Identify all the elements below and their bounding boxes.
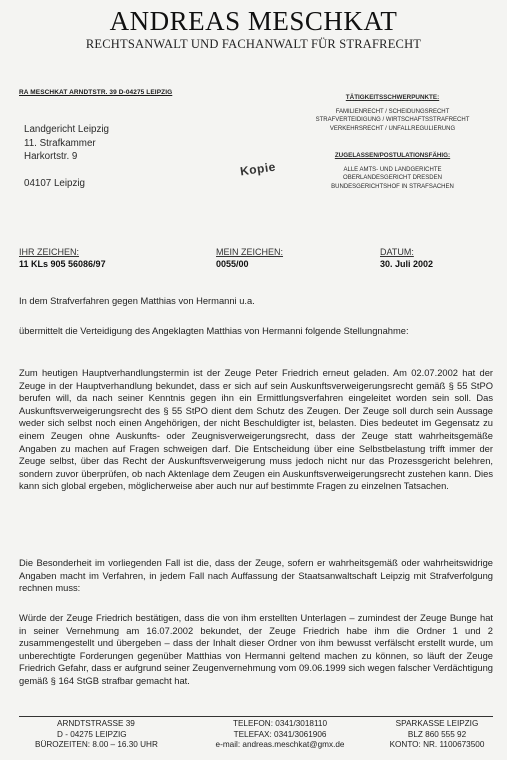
paragraph-statement: übermittelt die Verteidigung des Angeklagten Matthias von Hermanni folgende Stellungnahme: [19, 326, 409, 336]
admissions-item: OBERLANDESGERICHT DRESDEN [343, 175, 442, 181]
focus-item: VERKEHRSRECHT / UNFALLREGULIERUNG [329, 125, 456, 132]
sender-line: RA MESCHKAT ARNDTSTR. 39 D-04275 LEIPZIG [19, 89, 173, 96]
admissions-item: ALLE AMTS- UND LANDGERICHTE [343, 166, 442, 173]
footer-line: KONTO: NR. 1100673500 [389, 740, 485, 749]
recipient-address [24, 123, 109, 191]
admissions-item: BUNDESGERICHTSHOF IN STRAFSACHEN [331, 183, 454, 190]
footer-line: D - 04275 LEIPZIG [57, 729, 127, 739]
paragraph-intro: In dem Strafverfahren gegen Matthias von Hermanni u.a. [19, 296, 255, 306]
ref-mine [216, 246, 283, 270]
footer-line: TELEFAX: 0341/3061906 [233, 729, 327, 739]
ref-date-value: 30. Juli 2002 [380, 259, 434, 269]
admissions-heading: ZUGELASSEN/POSTULATIONSFÄHIG: [334, 152, 451, 159]
focus-item: FAMILIENRECHT / SCHEIDUNGSRECHT [335, 108, 450, 115]
footer-line: SPARKASSE LEIPZIG [395, 719, 479, 728]
copy-stamp: Kopie [239, 159, 277, 179]
letterhead-name: ANDREAS MESCHKAT [109, 6, 398, 36]
ref-yours [19, 246, 106, 270]
ref-yours-value: 11 KLs 905 56086/97 [19, 259, 106, 269]
footer-email[interactable]: e-mail: andreas.meschkat@gmx.de [215, 740, 345, 749]
recipient-spacer [24, 164, 109, 178]
recipient-line: 04107 Leipzig [24, 178, 86, 189]
ref-mine-value: 0055/00 [216, 259, 249, 269]
focus-areas [285, 94, 500, 133]
footer-bank [372, 719, 502, 751]
paragraph-main: Zum heutigen Hauptverhandlungstermin ist der Zeuge Peter Friedrich erneut geladen. Am 02.07.2002 hat der Zeuge in der Hauptverhandlung bekundet, dass er sich auf sein Auskunftsverweigerungsrecht gemäß § 55 StPO berufen will, da nach seiner Kenntnis gegen ihn ein Ermittlungsverfahren eingeleitet worden sein soll. Das Auskunftsverweigerungsrecht des § 55 StPO dient dem Schutz des Zeugen. Der Zeuge soll durch sein Aussage weder sich selbst noch einen Angehörigen, der nicht Beschuldigter ist, belasten. Dies bedeutet im Gegensatz zu einem Zeugen ohne Auskunfts- oder Zeugnisverweigerungsrecht, dass der Zeuge statt wahrheitsgemäße Angaben zu machen auf Fragen schweigen darf. Die Entscheidung über eine Selbstbelastung trifft immer der Zeuge selbst, über das Recht der Auskunftsverweigerung muss jedoch nicht nur das Prozessgericht belehren, sondern zuvor überprüfen, ob nach Aktenlage dem Zeugen ein Auskunftsverweigerungsrecht zustehen kann. Dies kann sich global ergeben, möglicherweise aber auch nur auf bestimmte Fragen zu einzelnen Tatsachen. [19, 368, 493, 492]
recipient-line: 11. Strafkammer [24, 137, 96, 149]
paragraph-friedrich: Würde der Zeuge Friedrich bestätigen, dass die von ihm erstellten Unterlagen – zumindest der Zeuge Bunge hat in seiner Vernehmung am 16.07.2002 bekundet, der Zeuge Friedrich habe ihm die Ordner 1 und 2 zusammengestellt und übergeben – dass der Inhalt dieser Ordner von ihm bewusst verfälscht erstellt wurde, um unberechtigte Forderungen gegenüber Matthias von Hermanni geltend machen zu können, so läuft der Zeuge Friedrich Gefahr, dass er aufgrund seiner Zeugenvernehmung vom 09.06.1999 sich wegen falscher Verdächtigung gemäß § 164 StGB strafbar gemacht hat. [19, 613, 493, 686]
footer-contact [205, 719, 355, 751]
footer-line: TELEFON: 0341/3018110 [232, 719, 328, 728]
paragraph-special-case: Die Besonderheit im vorliegenden Fall ist die, dass der Zeuge, sofern er wahrheitsgemäß oder wahrheitswidrige Angaben macht im Verfahren, in jedem Fall nach Auffassung der Staatsanwaltschaft Leipzig mit Strafverfolgung rechnen muss: [19, 558, 493, 594]
recipient-line: Landgericht Leipzig [24, 124, 109, 135]
admissions [285, 152, 500, 191]
ref-date-label: DATUM: [380, 247, 414, 257]
focus-item: STRAFVERTEIDIGUNG / WIRTSCHAFTSSTRAFRECHT [315, 117, 470, 123]
footer-address [35, 719, 158, 751]
footer-divider [19, 716, 493, 717]
footer-line: ARNDTSTRASSE 39 [57, 719, 135, 728]
footer-line: BLZ 860 555 92 [407, 729, 467, 739]
ref-yours-label: IHR ZEICHEN: [19, 247, 80, 257]
ref-mine-label: MEIN ZEICHEN: [216, 247, 284, 257]
letterhead-subtitle: RECHTSANWALT UND FACHANWALT FÜR STRAFRECHT [85, 37, 422, 51]
recipient-line: Harkortstr. 9 [24, 151, 78, 162]
focus-heading: TÄTIGKEITSSCHWERPUNKTE: [345, 94, 440, 101]
ref-date [380, 246, 433, 270]
footer-line: BÜROZEITEN: 8.00 – 16.30 UHR [35, 740, 158, 749]
